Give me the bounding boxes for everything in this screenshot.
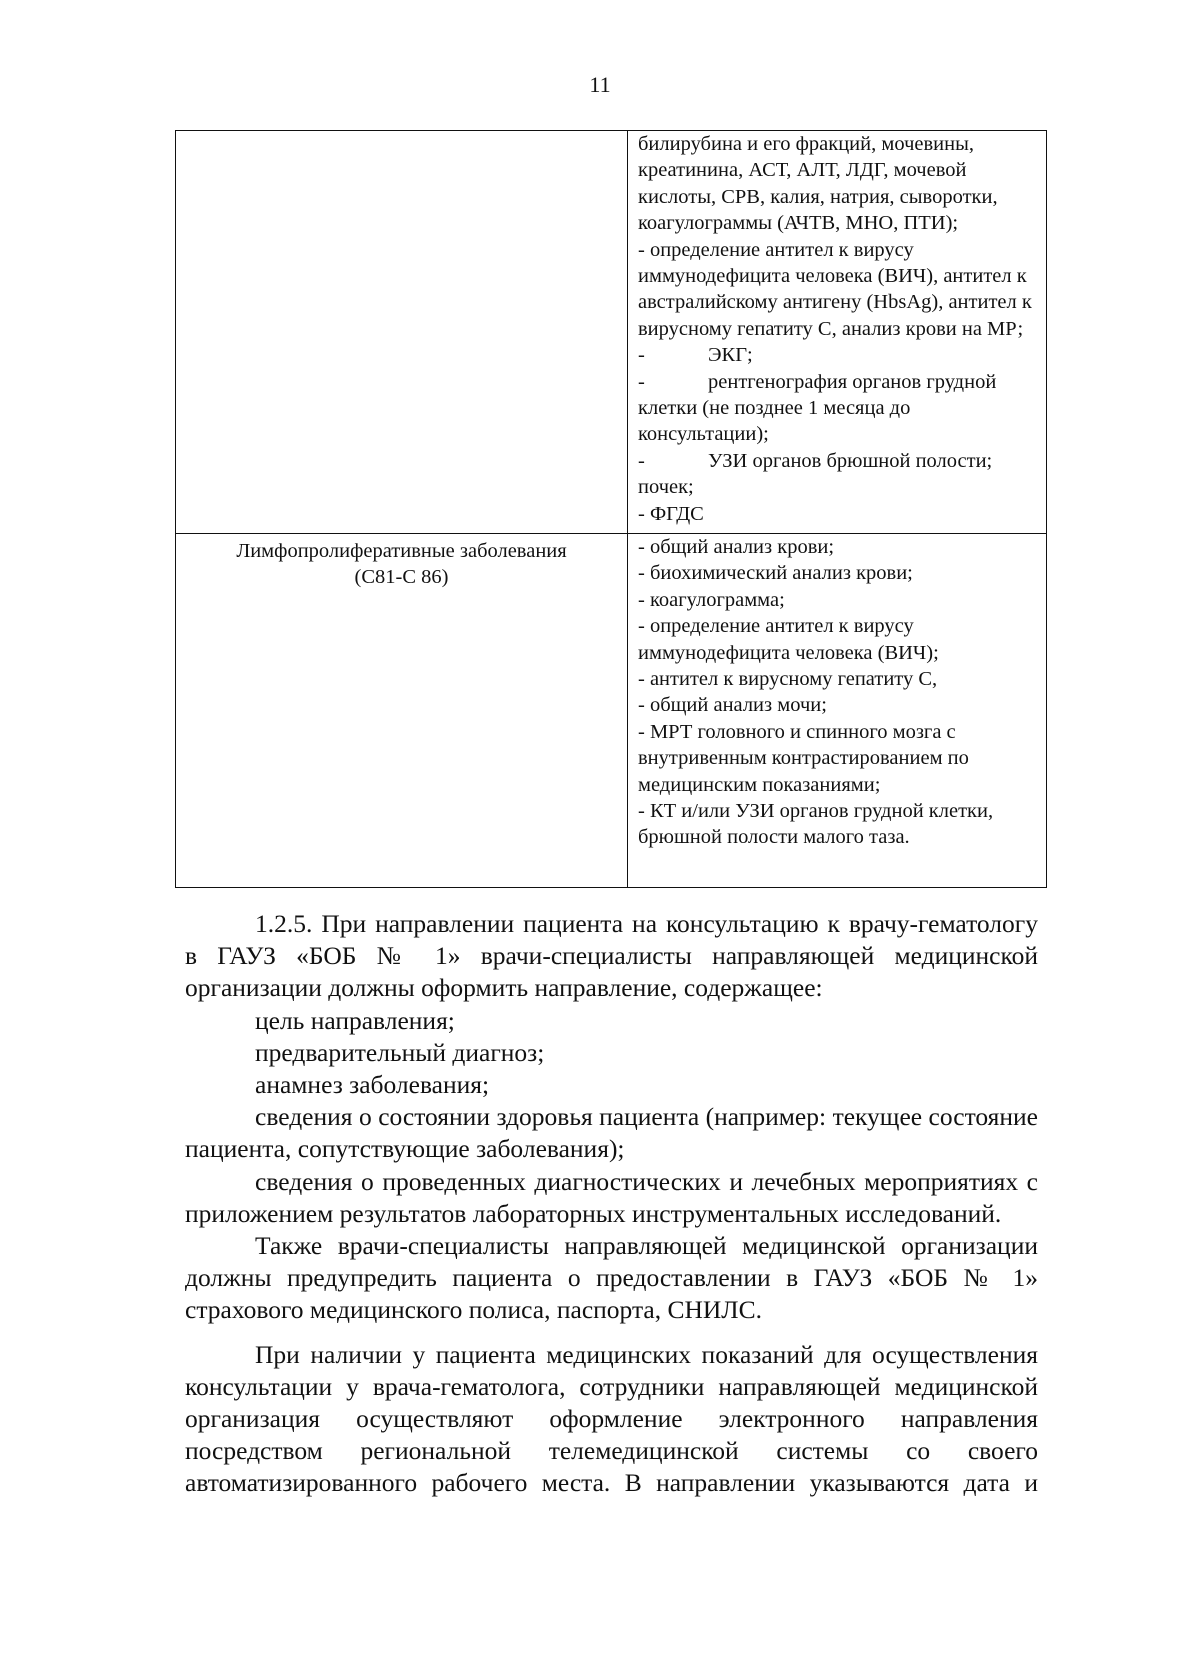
body-text [185, 908, 1038, 1500]
tests-item: - общий анализ крови; [638, 536, 835, 558]
list-item-text: сведения о состоянии здоровья пациента (например: текущее состояние [255, 1102, 1038, 1132]
tests-item: внутривенным контрастированием по [638, 747, 969, 770]
paragraph-line: консультации у врача-гематолога, сотрудники направляющей медицинской [185, 1371, 1038, 1401]
tests-item: - ФГДС [638, 502, 704, 525]
list-dash: - [638, 370, 645, 393]
tests-cell [628, 534, 1047, 888]
list-item-text: предварительный диагноз; [255, 1037, 545, 1067]
tests-item-text: ЭКГ; [708, 344, 753, 367]
tests-item: брюшной полости малого таза. [638, 826, 910, 849]
tests-item: - МРТ головного и спинного мозга с [638, 720, 956, 743]
tests-item: австралийскому антигену (HbsAg), антител к [638, 291, 1032, 314]
diagnosis-line: Лимфопролиферативные заболевания [236, 540, 567, 562]
tests-item: - определение антител к вирусу [638, 238, 914, 261]
page-number: 11 [589, 72, 611, 97]
list-item-text: анамнез заболевания; [255, 1070, 490, 1100]
list-item-text: цель направления; [255, 1005, 455, 1035]
tests-item [638, 448, 1040, 474]
paragraph-also [185, 1230, 1038, 1327]
list-item-text: пациента, сопутствующие заболевания); [185, 1134, 625, 1164]
tests-item [638, 369, 1040, 395]
list-item [185, 1037, 1038, 1069]
table-row [176, 131, 1047, 534]
list-item-text: приложением результатов лабораторных инструментальных исследований. [185, 1198, 1002, 1228]
diagnosis-code: (С81-С 86) [354, 566, 449, 589]
paragraph-line: посредством региональной телемедицинской системы со своего [185, 1436, 1038, 1466]
paragraph-line: При наличии у пациента медицинских показаний для осуществления [255, 1339, 1038, 1369]
tests-item: медицинским показаниями; [638, 773, 881, 796]
tests-item: клетки (не позднее 1 месяца до [638, 397, 911, 420]
diagnosis-cell [176, 534, 628, 888]
list-item [185, 1069, 1038, 1101]
paragraph-line: в ГАУЗ «БОБ № 1» врачи-специалисты направляющей медицинской [185, 941, 1038, 971]
paragraph-1-2-5 [185, 908, 1038, 1005]
tests-item-text: УЗИ органов брюшной полости; [708, 449, 993, 472]
tests-item: - общий анализ мочи; [638, 694, 827, 717]
tests-item: билирубина и его фракций, мочевины, [638, 133, 974, 155]
paragraph-line: организация осуществляют оформление электронного направления [185, 1404, 1038, 1434]
list-item [185, 1101, 1038, 1165]
tests-item: консультации); [638, 423, 769, 446]
paragraph-telemed [185, 1339, 1038, 1500]
tests-cell [628, 131, 1047, 534]
tests-item-text: рентгенография органов грудной [708, 370, 997, 393]
tests-item: - КТ и/или УЗИ органов грудной клетки, [638, 800, 994, 823]
tests-item: - антител к вирусному гепатиту С, [638, 668, 938, 691]
tests-item: вирусному гепатиту С, анализ крови на МР; [638, 317, 1024, 340]
list-item [185, 1166, 1038, 1230]
tests-item: коагулограммы (АЧТВ, МНО, ПТИ); [638, 212, 959, 235]
tests-item: кислоты, СРВ, калия, натрия, сыворотки, [638, 185, 998, 208]
tests-item: - определение антител к вирусу [638, 615, 914, 638]
paragraph-line: Также врачи-специалисты направляющей медицинской организации [255, 1231, 1038, 1261]
paragraph-line: 1.2.5. При направлении пациента на консультацию к врачу-гематологу [255, 909, 1038, 938]
list-dash: - [638, 449, 645, 472]
list-dash: - [638, 344, 645, 367]
tests-item: - биохимический анализ крови; [638, 562, 913, 585]
paragraph-line: страхового медицинского полиса, паспорта, СНИЛС. [185, 1295, 762, 1325]
tests-item: креатинина, АСТ, АЛТ, ЛДГ, мочевой [638, 159, 967, 182]
list-item-text: сведения о проведенных диагностических и лечебных мероприятиях с [255, 1166, 1038, 1196]
diagnosis-cell [176, 131, 628, 534]
paragraph-line: должны предупредить пациента о предоставлении в ГАУЗ «БОБ № 1» [185, 1263, 1038, 1293]
table-row [176, 534, 1047, 888]
examinations-table [175, 130, 1047, 888]
tests-item: почек; [638, 476, 694, 499]
tests-item: иммунодефицита человека (ВИЧ), антител к [638, 265, 1027, 288]
tests-item: иммунодефицита человека (ВИЧ); [638, 641, 939, 664]
list-item [185, 1005, 1038, 1037]
paragraph-line: автоматизированного рабочего места. В направлении указываются дата и [185, 1468, 1038, 1498]
tests-item: - коагулограмма; [638, 588, 785, 611]
tests-item [638, 342, 1040, 368]
paragraph-line: организации должны оформить направление, содержащее: [185, 973, 823, 1003]
